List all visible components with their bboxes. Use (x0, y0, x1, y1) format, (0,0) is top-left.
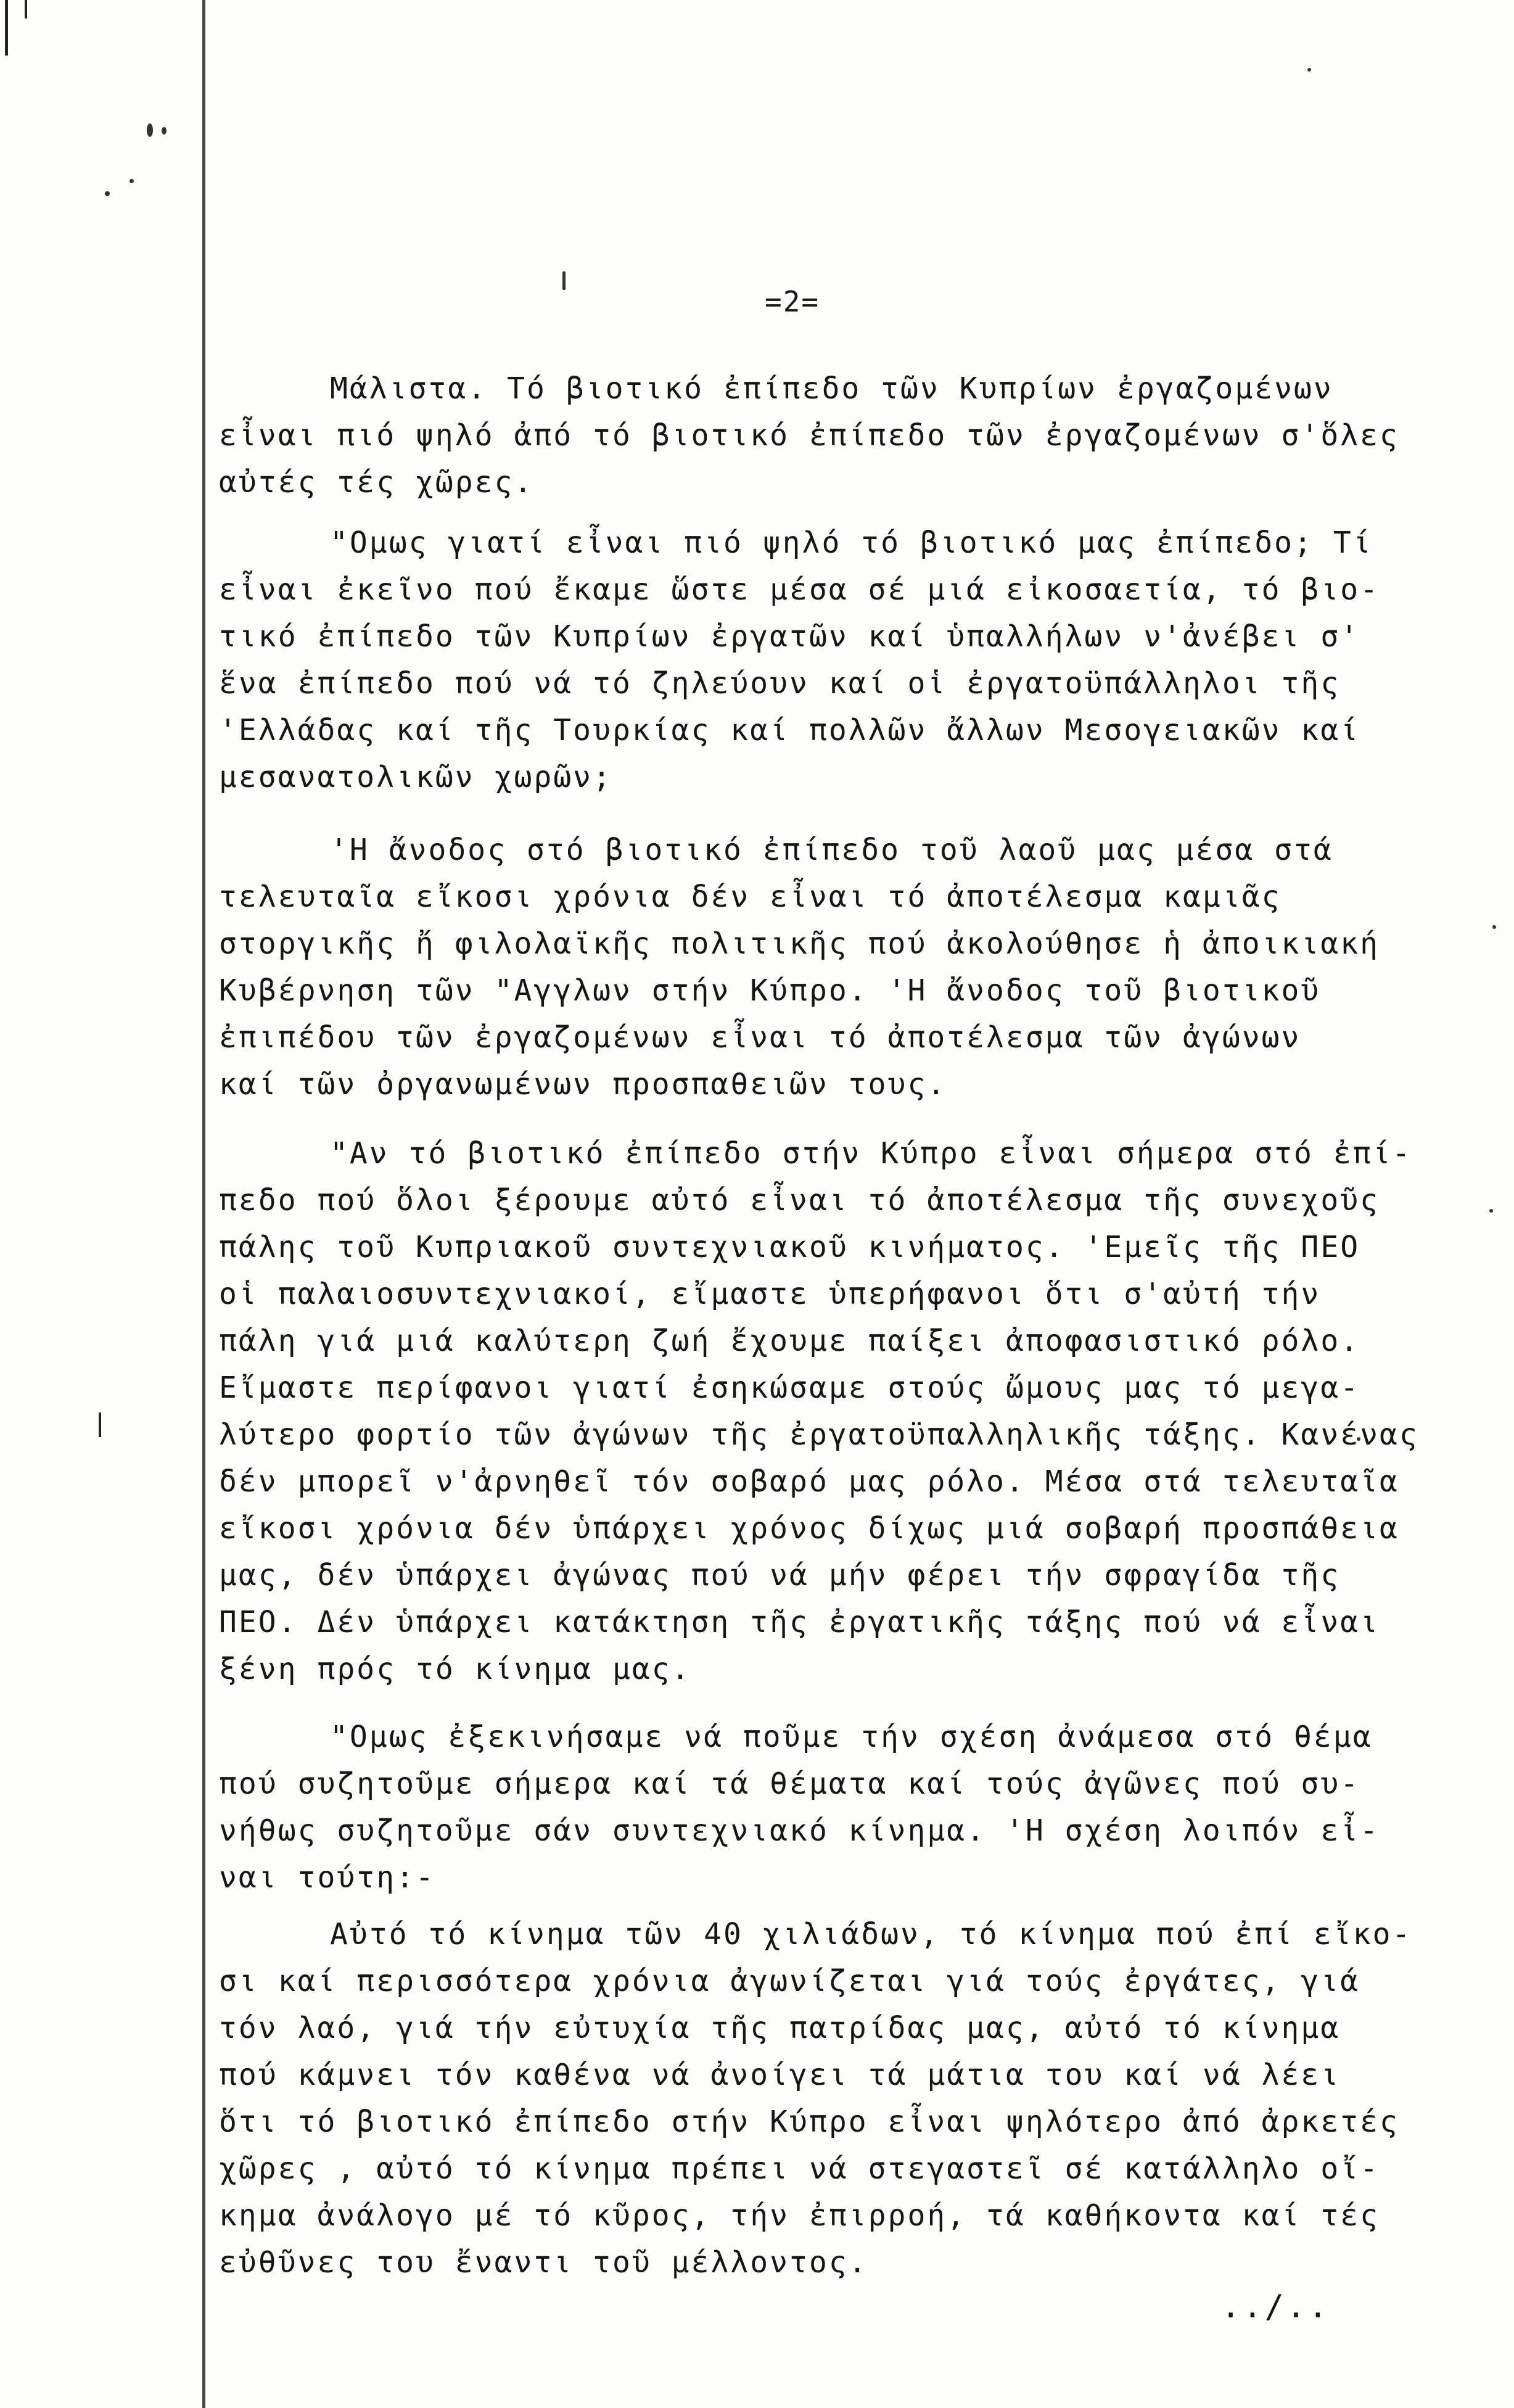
scan-speck (147, 123, 153, 137)
text-line: καί τῶν ὀργανωμένων προσπαθειῶν τους. (219, 1067, 947, 1102)
text-line: 'Ελλάδας καί τῆς Τουρκίας καί πολλῶν ἄλλων Μεσογειακῶν καί (219, 713, 1360, 748)
text-line: Αὐτό τό κίνημα τῶν 40 χιλιάδων, τό κίνημα πού ἐπί εἴκο- (330, 1917, 1412, 1952)
scan-speck (1489, 1209, 1493, 1213)
scan-speck (105, 191, 110, 196)
scan-speck (130, 179, 134, 183)
text-line: εἶναι ἐκεῖνο πού ἔκαμε ὥστε μέσα σέ μιά εἰκοσαετία, τό βιο- (219, 572, 1380, 607)
text-line: κημα ἀνάλογο μέ τό κῦρος, τήν ἐπιρροή, τά καθήκοντα καί τές (219, 2198, 1380, 2233)
text-line: σι καί περισσότερα χρόνια ἀγωνίζεται γιά τούς ἐργάτες, γιά (219, 1964, 1360, 1998)
text-line: "Ομως γιατί εἶναι πιό ψηλό τό βιοτικό μας ἐπίπεδο; Τί (330, 526, 1373, 560)
text-line: τόν λαό, γιά τήν εὐτυχία τῆς πατρίδας μας, αὐτό τό κίνημα (219, 2011, 1341, 2045)
text-line: πού κάμνει τόν καθένα νά ἀνοίγει τά μάτια του καί νά λέει (219, 2058, 1341, 2092)
scan-mark (99, 1412, 101, 1437)
scan-speck (162, 127, 167, 134)
scan-mark (25, 0, 27, 19)
paragraph-2 (219, 519, 1378, 801)
text-line: στοργικῆς ἤ φιλολαϊκῆς πολιτικῆς πού ἀκολούθησε ἡ ἀποικιακή (219, 926, 1380, 961)
text-line: 'Η ἄνοδος στό βιοτικό ἐπίπεδο τοῦ λαοῦ μας μέσα στά (330, 833, 1333, 867)
text-line: αὐτές τές χῶρες. (219, 465, 534, 500)
page-number: =2= (765, 285, 820, 318)
text-line: μας, δέν ὑπάρχει ἀγώνας πού νά μήν φέρει τήν σφραγίδα τῆς (219, 1558, 1341, 1593)
text-line: πάλη γιά μιά καλύτερη ζωή ἔχουμε παίξει ἀποφασιστικό ρόλο. (219, 1324, 1360, 1358)
text-line: ΠΕΟ. Δέν ὑπάρχει κατάκτηση τῆς ἐργατικῆς τάξης πού νά εἶναι (219, 1605, 1380, 1639)
scan-mark (5, 0, 8, 56)
text-line: μεσανατολικῶν χωρῶν; (219, 760, 612, 794)
paragraph-3 (219, 827, 1378, 1108)
text-line: εἴκοσι χρόνια δέν ὑπάρχει χρόνος δίχως μιά σοβαρή προσπάθεια (219, 1511, 1399, 1546)
text-line: Εἴμαστε περίφανοι γιατί ἐσηκώσαμε στούς ὤμους μας τό μεγα- (219, 1371, 1360, 1405)
paragraph-1 (219, 365, 1399, 506)
paragraph-5 (219, 1713, 1378, 1901)
text-line: ναι τούτη:- (219, 1860, 435, 1895)
text-line: τικό ἐπίπεδο τῶν Κυπρίων ἐργατῶν καί ὑπαλλήλων ν'ἀνέβει σ' (219, 619, 1360, 654)
scan-speck (562, 271, 566, 290)
text-line: ἐπιπέδου τῶν ἐργαζομένων εἶναι τό ἀποτέλεσμα τῶν ἀγώνων (219, 1020, 1301, 1055)
scan-speck (1307, 68, 1311, 72)
text-line: νήθως συζητοῦμε σάν συντεχνιακό κίνημα. 'Η σχέση λοιπόν εἶ- (219, 1813, 1380, 1848)
text-line: ὅτι τό βιοτικό ἐπίπεδο στήν Κύπρο εἶναι ψηλότερο ἀπό ἀρκετές (219, 2105, 1399, 2139)
text-line: εὐθῦνες του ἔναντι τοῦ μέλλοντος. (219, 2245, 868, 2280)
text-line: χῶρες , αὐτό τό κίνημα πρέπει νά στεγαστεῖ σέ κατάλληλο οἴ- (219, 2151, 1380, 2186)
text-line: δέν μπορεῖ ν'ἀρνηθεῖ τόν σοβαρό μας ρόλο. Μέσα στά τελευταῖα (219, 1464, 1399, 1499)
text-line: λύτερο φορτίο τῶν ἀγώνων τῆς ἐργατοϋπαλληλικῆς τάξης. Κανένας (219, 1417, 1419, 1452)
text-line: ἕνα ἐπίπεδο πού νά τό ζηλεύουν καί οἱ ἐργατοϋπάλληλοι τῆς (219, 666, 1341, 701)
text-line: εἶναι πιό ψηλό ἀπό τό βιοτικό ἐπίπεδο τῶν ἐργαζομένων σ'ὅλες (219, 418, 1399, 453)
text-line: πάλης τοῦ Κυπριακοῦ συντεχνιακοῦ κινήματος. 'Εμεῖς τῆς ΠΕΟ (219, 1230, 1360, 1264)
text-line: οἱ παλαιοσυντεχνιακοί, εἴμαστε ὑπερήφανοι ὅτι σ'αὐτή τήν (219, 1277, 1321, 1311)
text-line: πού συζητοῦμε σήμερα καί τά θέματα καί τούς ἀγῶνες πού συ- (219, 1767, 1360, 1801)
text-line: Κυβέρνηση τῶν "Αγγλων στήν Κύπρο. 'Η ἄνοδος τοῦ βιοτικοῦ (219, 973, 1321, 1008)
text-line: "Αν τό βιοτικό ἐπίπεδο στήν Κύπρο εἶναι σήμερα στό ἐπί- (330, 1136, 1412, 1171)
text-line: τελευταῖα εἴκοσι χρόνια δέν εἶναι τό ἀποτέλεσμα καμιᾶς (219, 880, 1282, 914)
text-line: πεδο πού ὅλοι ξέρουμε αὐτό εἶναι τό ἀποτέλεσμα τῆς συνεχοῦς (219, 1183, 1380, 1218)
scan-speck (1492, 925, 1496, 929)
text-line: Μάλιστα. Τό βιοτικό ἐπίπεδο τῶν Κυπρίων ἐργαζομένων (330, 371, 1333, 406)
text-line: ξένη πρός τό κίνημα μας. (219, 1652, 691, 1686)
text-line: "Ομως ἐξεκινήσαμε νά ποῦμε τήν σχέση ἀνάμεσα στό θέμα (330, 1720, 1373, 1754)
paragraph-4 (219, 1130, 1419, 1693)
continuation-mark: ../.. (1221, 2288, 1330, 2325)
margin-rule (202, 0, 205, 2408)
paragraph-6 (219, 1911, 1412, 2286)
